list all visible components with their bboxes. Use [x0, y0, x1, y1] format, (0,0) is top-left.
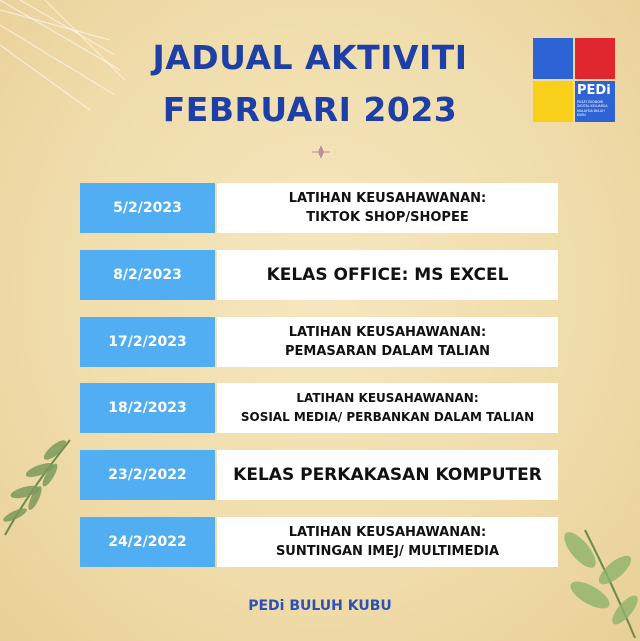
schedule-date: 5/2/2023	[80, 183, 215, 233]
schedule-row	[80, 517, 558, 567]
schedule-desc-line-1: LATIHAN KEUSAHAWANAN:	[288, 325, 487, 340]
schedule-desc-line-2: TIKTOK SHOP/SHOPEE	[306, 210, 469, 225]
schedule-desc-line-2: SUNTINGAN IMEJ/ MULTIMEDIA	[275, 544, 500, 559]
logo-block-blue	[533, 38, 573, 79]
schedule-desc-line-2: PEMASARAN DALAM TALIAN	[285, 344, 490, 359]
schedule-row	[80, 317, 558, 367]
schedule-desc-line-1: KELAS PERKAKASAN KOMPUTER	[233, 464, 542, 485]
schedule-date: 24/2/2022	[80, 517, 215, 567]
schedule-row	[80, 183, 558, 233]
schedule-description	[217, 450, 558, 500]
schedule-desc-line-1: LATIHAN KEUSAHAWANAN:	[296, 391, 479, 405]
logo-brand-text: PEDi	[577, 83, 611, 98]
logo-block-red	[575, 38, 615, 79]
schedule-date: 18/2/2023	[80, 383, 215, 433]
leaf-branch-left-icon	[0, 430, 80, 540]
ornament-icon	[312, 145, 330, 159]
schedule-description	[217, 250, 558, 300]
schedule-date: 23/2/2022	[80, 450, 215, 500]
schedule-row	[80, 383, 558, 433]
schedule-description	[217, 383, 558, 433]
schedule-description	[217, 517, 558, 567]
schedule-row	[80, 450, 558, 500]
pedi-logo	[533, 38, 615, 124]
schedule-description	[217, 183, 558, 233]
footer-text: PEDi BULUH KUBU	[248, 598, 392, 614]
schedule-description	[217, 317, 558, 367]
logo-subtext: PUSAT EKONOMI DIGITAL KELUARGA MALAYSIA BULUH KUBU	[577, 100, 608, 118]
schedule-desc-line-1: KELAS OFFICE: MS EXCEL	[266, 264, 509, 285]
schedule-desc-line-2: SOSIAL MEDIA/ PERBANKAN DALAM TALIAN	[240, 410, 535, 424]
schedule-desc-line-1: LATIHAN KEUSAHAWANAN:	[288, 525, 487, 540]
title-line-1: JADUAL AKTIVITI	[152, 38, 468, 77]
schedule-desc-line-1: LATIHAN KEUSAHAWANAN:	[288, 191, 487, 206]
schedule-date: 17/2/2023	[80, 317, 215, 367]
logo-block-yellow	[533, 81, 573, 122]
schedule-date: 8/2/2023	[80, 250, 215, 300]
title-line-2: FEBRUARI 2023	[162, 90, 458, 129]
leaf-branch-right-icon	[545, 510, 640, 641]
page-title	[140, 32, 480, 136]
schedule-row	[80, 250, 558, 300]
